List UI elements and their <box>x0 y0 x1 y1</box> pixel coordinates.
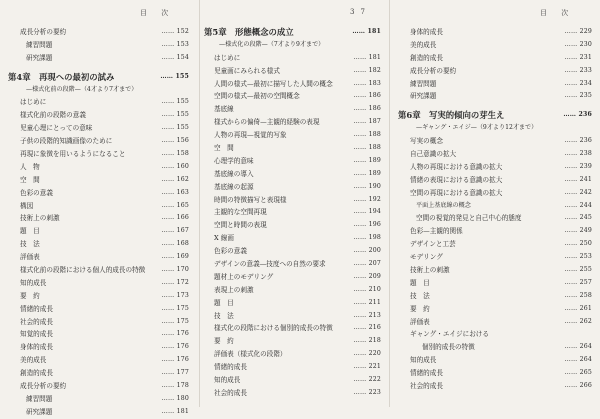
entry-title: 人物の再現における意識の拡大 <box>410 162 503 171</box>
entry-page-number: …… 236 <box>564 137 592 145</box>
entry-title: 主観的な空間再現 <box>214 208 267 217</box>
entry-title: 社会的成長 <box>20 317 53 326</box>
toc-entry <box>390 380 600 393</box>
entry-page-number: …… 175 <box>161 304 189 312</box>
toc-entry <box>390 264 600 277</box>
entry-title: 児童画にみられる様式 <box>214 66 280 75</box>
toc-entry <box>200 284 389 297</box>
entry-title: 研究課題 <box>26 407 53 416</box>
entry-page-number: …… 176 <box>161 343 189 351</box>
toc-entry <box>390 187 600 200</box>
entry-title: 練習問題 <box>26 40 53 49</box>
entry-page-number: …… 255 <box>564 266 592 274</box>
entry-page-number: …… 242 <box>564 188 592 196</box>
entry-title: デザインの意義—技度への自然の要求 <box>214 260 326 269</box>
entry-title: デザインと工芸 <box>410 240 456 249</box>
entry-page-number: …… 209 <box>353 272 381 280</box>
toc-entry <box>200 374 389 387</box>
entry-title: 第4章 再現への最初の試み <box>8 71 115 82</box>
entry-title: 知覚的成長 <box>20 330 53 339</box>
entry-title: 平面上基底線の概念 <box>416 201 471 209</box>
toc-entry <box>0 148 199 161</box>
entry-title: 空 間 <box>214 144 234 153</box>
entry-title: モデリング <box>410 253 443 262</box>
page-number: 37 <box>350 8 371 16</box>
toc-entry <box>200 103 389 116</box>
entry-page-number: …… 196 <box>353 221 381 229</box>
left-page <box>0 0 200 416</box>
entry-title: X 線画 <box>214 234 234 243</box>
toc-entry <box>0 406 199 419</box>
entry-page-number: …… 190 <box>353 182 381 190</box>
toc-entry <box>390 174 600 187</box>
entry-page-number: …… 176 <box>161 356 189 364</box>
entry-page-number: …… 210 <box>353 285 381 293</box>
toc-entry <box>200 206 389 219</box>
entry-page-number: …… 216 <box>353 324 381 332</box>
toc-entry <box>390 39 600 52</box>
entry-title: 身体的成長 <box>20 343 53 352</box>
entry-title: 基底線の導入 <box>214 169 254 178</box>
toc-entry <box>0 52 199 65</box>
entry-title: はじめに <box>20 98 47 107</box>
entry-title: 技術上の刺激 <box>410 266 450 275</box>
entry-page-number: …… 175 <box>161 317 189 325</box>
entry-title: 自己意識の拡大 <box>410 150 457 159</box>
toc-entry <box>0 354 199 367</box>
entry-page-number: …… 173 <box>161 291 189 299</box>
toc-entry <box>0 341 199 354</box>
toc-entry <box>200 310 389 323</box>
toc-entry <box>0 264 199 277</box>
entry-title: 練習問題 <box>26 394 53 403</box>
entry-title: 表現上の刺激 <box>214 285 254 294</box>
running-head: 目 次 <box>140 9 175 17</box>
toc-entry <box>0 174 199 187</box>
entry-page-number: …… 177 <box>161 369 189 377</box>
entry-title: 題 目 <box>214 298 234 307</box>
entry-page-number: …… 261 <box>564 304 592 312</box>
entry-page-number: …… 188 <box>353 131 381 139</box>
toc-entry <box>200 348 389 361</box>
toc-entry <box>200 258 389 271</box>
entry-title: 色彩の意義 <box>20 188 53 197</box>
toc-entry <box>0 303 199 316</box>
toc-entry <box>200 387 389 400</box>
entry-page-number: …… 222 <box>353 376 381 384</box>
entry-title: 技 法 <box>410 291 430 300</box>
entry-title: 色彩—主観的関係 <box>410 227 463 236</box>
toc-entry <box>0 380 199 393</box>
entry-page-number: …… 168 <box>161 240 189 248</box>
entry-page-number: …… 189 <box>353 156 381 164</box>
entry-page-number: …… 207 <box>353 260 381 268</box>
entry-page-number: …… 172 <box>161 278 189 286</box>
toc-list <box>0 26 199 419</box>
entry-title: 知的成長 <box>410 356 437 365</box>
entry-title: 技術上の刺激 <box>20 214 60 223</box>
entry-title: 題材上のモデリング <box>214 272 274 281</box>
entry-title: —様式化前の段階—（4才より7才まで） <box>26 85 138 93</box>
toc-entry <box>0 39 199 52</box>
chapter-heading <box>200 26 389 39</box>
entry-title: 成長分析の要約 <box>20 382 67 391</box>
entry-page-number: …… 257 <box>564 278 592 286</box>
toc-entry <box>390 303 600 316</box>
entry-title: —ギャング・エイジ—（9才より12才まで） <box>416 124 538 132</box>
toc-entry <box>0 277 199 290</box>
entry-page-number: …… 165 <box>161 201 189 209</box>
entry-page-number: …… 250 <box>564 240 592 248</box>
entry-page-number: …… 239 <box>564 162 592 170</box>
toc-entry <box>390 367 600 380</box>
entry-page-number: …… 189 <box>353 169 381 177</box>
entry-title: 情緒的成長 <box>410 369 443 378</box>
toc-entry <box>390 328 600 341</box>
entry-title: 情緒的成長 <box>214 363 247 372</box>
entry-title: 練習問題 <box>410 79 437 88</box>
entry-page-number: …… 153 <box>161 40 189 48</box>
toc-entry <box>390 354 600 367</box>
toc-entry <box>200 232 389 245</box>
entry-page-number: …… 231 <box>564 53 592 61</box>
entry-title: 要 約 <box>410 304 430 313</box>
entry-page-number: …… 236 <box>563 111 592 119</box>
entry-page-number: …… 155 <box>161 111 189 119</box>
entry-title: 知的成長 <box>214 376 241 385</box>
toc-entry <box>390 341 600 354</box>
toc-entry <box>390 26 600 39</box>
entry-page-number: …… 213 <box>353 311 381 319</box>
toc-entry <box>200 52 389 65</box>
toc-entry <box>200 168 389 181</box>
entry-page-number: …… 194 <box>353 208 381 216</box>
toc-entry <box>200 39 389 52</box>
entry-page-number: …… 154 <box>161 53 189 61</box>
entry-page-number: …… 156 <box>161 137 189 145</box>
entry-page-number: …… 182 <box>353 66 381 74</box>
toc-entry <box>200 297 389 310</box>
toc-entry <box>0 109 199 122</box>
entry-page-number: …… 178 <box>161 382 189 390</box>
toc-entry <box>200 322 389 335</box>
entry-page-number: …… 229 <box>564 28 592 35</box>
right-page <box>390 0 600 407</box>
entry-title: 時間の特徴描写と表現様 <box>214 195 287 204</box>
entry-title: 構図 <box>20 201 34 210</box>
chapter-heading <box>390 109 600 122</box>
entry-title: 成長分析の要約 <box>410 66 457 75</box>
toc-entry <box>200 194 389 207</box>
toc-entry <box>200 65 389 78</box>
entry-title: 要 約 <box>214 337 234 346</box>
entry-page-number: …… 218 <box>353 337 381 345</box>
entry-page-number: …… 235 <box>564 92 592 100</box>
entry-title: 第5章 形態概念の成立 <box>204 27 294 37</box>
entry-page-number: …… 262 <box>564 317 592 325</box>
toc-entry <box>200 142 389 155</box>
entry-title: 基底線の起源 <box>214 182 254 191</box>
entry-page-number: …… 264 <box>564 343 592 351</box>
entry-title: 情緒的成長 <box>20 304 53 313</box>
entry-title: 人物の再現—視覚的写象 <box>214 131 287 140</box>
toc-entry <box>390 212 600 225</box>
entry-page-number: …… 211 <box>353 298 381 306</box>
entry-title: 色彩の意義 <box>214 247 247 256</box>
toc-entry <box>200 335 389 348</box>
entry-title: 空間の再現における意識の拡大 <box>410 188 503 197</box>
entry-title: 空間の様式—最初の空間概念 <box>214 92 300 101</box>
entry-page-number: …… 155 <box>160 72 189 80</box>
entry-page-number: …… 166 <box>161 214 189 222</box>
entry-page-number: …… 170 <box>161 266 189 274</box>
toc-entry <box>200 116 389 129</box>
toc-entry <box>0 367 199 380</box>
entry-page-number: …… 181 <box>353 53 381 61</box>
toc-entry <box>200 78 389 91</box>
toc-entry <box>0 251 199 264</box>
entry-title: 美的成長 <box>20 356 47 365</box>
entry-page-number: …… 198 <box>353 234 381 242</box>
entry-page-number: …… 241 <box>564 175 592 183</box>
toc-entry <box>390 200 600 213</box>
entry-title: 評価表 <box>20 253 40 262</box>
toc-entry <box>390 65 600 78</box>
toc-entry <box>0 135 199 148</box>
entry-page-number: …… 186 <box>353 105 381 113</box>
toc-entry <box>0 328 199 341</box>
entry-title: 空 間 <box>20 175 40 184</box>
entry-title: 評価表（様式化の段階） <box>214 350 287 359</box>
entry-title: 空間と時間の表現 <box>214 221 267 230</box>
entry-title: 成長分析の要約 <box>20 28 67 36</box>
toc-entry <box>0 238 199 251</box>
toc-entry <box>390 238 600 251</box>
chapter-heading <box>0 71 199 84</box>
entry-title: 人間の様式—最初に描写した人間の概念 <box>214 79 333 88</box>
entry-page-number: …… 230 <box>564 40 592 48</box>
toc-entry <box>0 84 199 97</box>
entry-page-number: …… 238 <box>564 150 592 158</box>
toc-entry <box>390 225 600 238</box>
entry-title: 写実の概念 <box>410 137 443 146</box>
entry-title: 創造的成長 <box>410 53 443 62</box>
middle-page <box>200 0 390 407</box>
entry-title: 基底線 <box>214 105 234 114</box>
toc-entry <box>0 393 199 406</box>
toc-entry <box>200 90 389 103</box>
toc-entry <box>0 200 199 213</box>
entry-page-number: …… 258 <box>564 291 592 299</box>
entry-page-number: …… 220 <box>353 350 381 358</box>
toc-entry <box>0 290 199 303</box>
toc-entry <box>0 96 199 109</box>
entry-title: 第6章 写実的傾向の芽生え <box>398 110 505 121</box>
toc-entry <box>200 155 389 168</box>
entry-page-number: …… 181 <box>161 407 189 415</box>
toc-entry <box>200 245 389 258</box>
toc-list <box>390 26 600 393</box>
entry-title: 児童心理にとっての意味 <box>20 124 93 133</box>
entry-title: 題 目 <box>20 227 40 236</box>
entry-title: 美的成長 <box>410 40 437 49</box>
entry-page-number: …… 186 <box>353 92 381 100</box>
entry-title: 個別的成長の特徴 <box>422 343 475 352</box>
toc-entry <box>0 122 199 135</box>
entry-page-number: …… 249 <box>564 227 592 235</box>
toc-entry <box>390 90 600 103</box>
entry-page-number: …… 158 <box>161 150 189 158</box>
entry-title: 社会的成長 <box>410 382 443 391</box>
entry-page-number: …… 244 <box>564 201 592 209</box>
entry-title: —様式化の段階—（7才より9才まで） <box>219 40 325 48</box>
toc-entry <box>0 212 199 225</box>
toc-list <box>200 26 389 400</box>
toc-entry <box>390 277 600 290</box>
toc-entry <box>0 225 199 238</box>
entry-page-number: …… 187 <box>353 118 381 126</box>
entry-page-number: …… 152 <box>161 28 189 35</box>
entry-title: 人 物 <box>20 162 40 171</box>
entry-title: 要 約 <box>20 291 40 300</box>
entry-page-number: …… 162 <box>161 175 189 183</box>
toc-entry <box>390 290 600 303</box>
toc-entry <box>390 122 600 135</box>
toc-entry <box>390 52 600 65</box>
entry-page-number: …… 188 <box>353 144 381 152</box>
entry-title: 技 法 <box>20 240 40 249</box>
entry-page-number: …… 160 <box>161 162 189 170</box>
entry-title: 技 法 <box>214 311 234 320</box>
toc-entry <box>200 219 389 232</box>
entry-page-number: …… 169 <box>161 253 189 261</box>
entry-page-number: …… 176 <box>161 330 189 338</box>
entry-page-number: …… 264 <box>564 356 592 364</box>
entry-title: 身体的成長 <box>410 28 443 36</box>
entry-title: はじめに <box>214 53 241 62</box>
toc-entry <box>390 251 600 264</box>
entry-title: 研究課題 <box>410 92 437 101</box>
toc-entry <box>200 361 389 374</box>
entry-title: 心理学的意味 <box>214 156 254 165</box>
toc-entry <box>200 129 389 142</box>
entry-page-number: …… 253 <box>564 253 592 261</box>
toc-entry <box>390 161 600 174</box>
entry-title: 空間の視覚的発見と自己中心的態度 <box>416 214 522 223</box>
entry-title: 再現に象徴を用いるようになること <box>20 150 126 159</box>
entry-page-number: …… 155 <box>161 124 189 132</box>
toc-entry <box>390 148 600 161</box>
running-head: 目 次 <box>540 9 575 17</box>
entry-page-number: …… 183 <box>353 79 381 87</box>
toc-entry <box>390 78 600 91</box>
toc-entry <box>0 187 199 200</box>
toc-entry <box>390 316 600 329</box>
entry-page-number: …… 167 <box>161 227 189 235</box>
entry-title: 研究課題 <box>26 53 53 62</box>
entry-page-number: …… 233 <box>564 66 592 74</box>
entry-page-number: …… 245 <box>564 214 592 222</box>
toc-entry <box>0 161 199 174</box>
toc-entry <box>0 26 199 39</box>
toc-entry <box>390 135 600 148</box>
entry-page-number: …… 266 <box>564 382 592 390</box>
entry-title: 情緒の表現における意識の拡大 <box>410 175 503 184</box>
entry-title: 様式化前の段階の意義 <box>20 111 86 120</box>
toc-entry <box>0 316 199 329</box>
entry-title: 知的成長 <box>20 278 47 287</box>
entry-page-number: …… 163 <box>161 188 189 196</box>
entry-title: 様式化の段階における個別的成長の特徴 <box>214 324 333 333</box>
toc-entry <box>200 271 389 284</box>
entry-title: 創造的成長 <box>20 369 53 378</box>
entry-page-number: …… 223 <box>353 388 381 396</box>
entry-title: 様式化前の段階における個人的成長の特徴 <box>20 266 146 275</box>
entry-title: 社会的成長 <box>214 388 247 397</box>
entry-page-number: …… 180 <box>161 394 189 402</box>
entry-page-number: …… 181 <box>352 28 381 35</box>
entry-page-number: …… 200 <box>353 247 381 255</box>
entry-title: 様式からの偏倚—主観的経験の表現 <box>214 118 320 127</box>
entry-title: 評価表 <box>410 317 430 326</box>
entry-title: ギャング・エイジにおける <box>410 330 489 339</box>
entry-page-number: …… 265 <box>564 369 592 377</box>
entry-title: 題 目 <box>410 278 430 287</box>
toc-entry <box>200 181 389 194</box>
entry-title: 子供の段階的知識画像のために <box>20 137 113 146</box>
entry-page-number: …… 192 <box>353 195 381 203</box>
entry-page-number: …… 234 <box>564 79 592 87</box>
entry-page-number: …… 221 <box>353 363 381 371</box>
entry-page-number: …… 155 <box>161 98 189 106</box>
